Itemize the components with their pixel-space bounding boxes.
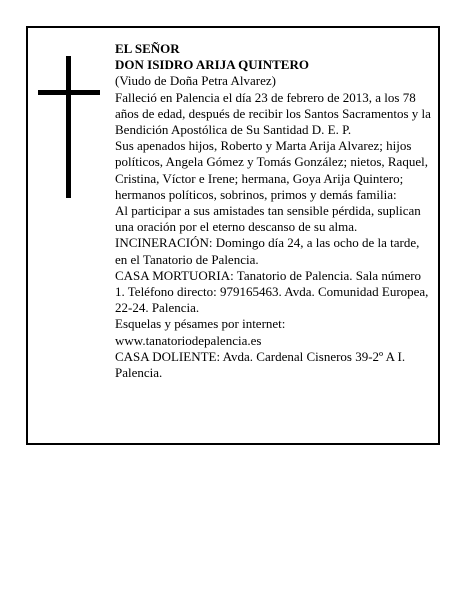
funeral-home-paragraph: CASA MORTUORIA: Tanatorio de Palencia. Sala número 1. Teléfono directo: 979165463. Avda. Comunidad Europea, 22-24. Palencia. (115, 267, 429, 316)
death-paragraph: Falleció en Palencia el día 23 de febrero de 2013, a los 78 años de edad, después de recibir los Santos Sacramentos y la Bendición Apostólica de Su Santidad D. E. P. (115, 89, 431, 138)
notice-text (115, 41, 433, 381)
notice-title: EL SEÑOR (115, 41, 180, 56)
cross-horizontal-bar (38, 90, 100, 95)
internet-paragraph: Esquelas y pésames por internet: www.tanatoriodepalencia.es (115, 316, 286, 348)
widower-line: (Viudo de Doña Petra Alvarez) (115, 73, 276, 89)
cross-icon (38, 56, 100, 198)
deceased-name: DON ISIDRO ARIJA QUINTERO (115, 57, 309, 73)
cremation-paragraph: INCINERACIÓN: Domingo día 24, a las ocho de la tarde, en el Tanatorio de Palencia. (115, 235, 420, 267)
obituary-notice (26, 26, 440, 445)
family-paragraph: Sus apenados hijos, Roberto y Marta Arija Alvarez; hijos políticos, Angela Gómez y Tomás González; nietos, Raquel, Cristina, Víctor e Irene; hermana, Goya Arija Quintero; hermanos políticos, sobrinos, primos y demás familia: (115, 138, 428, 202)
cross-vertical-bar (66, 56, 71, 198)
request-paragraph: Al participar a sus amistades tan sensible pérdida, suplican una oración por el eterno descanso de su alma. (115, 203, 421, 235)
family-home-paragraph: CASA DOLIENTE: Avda. Cardenal Cisneros 39-2º A I. Palencia. (115, 348, 406, 381)
